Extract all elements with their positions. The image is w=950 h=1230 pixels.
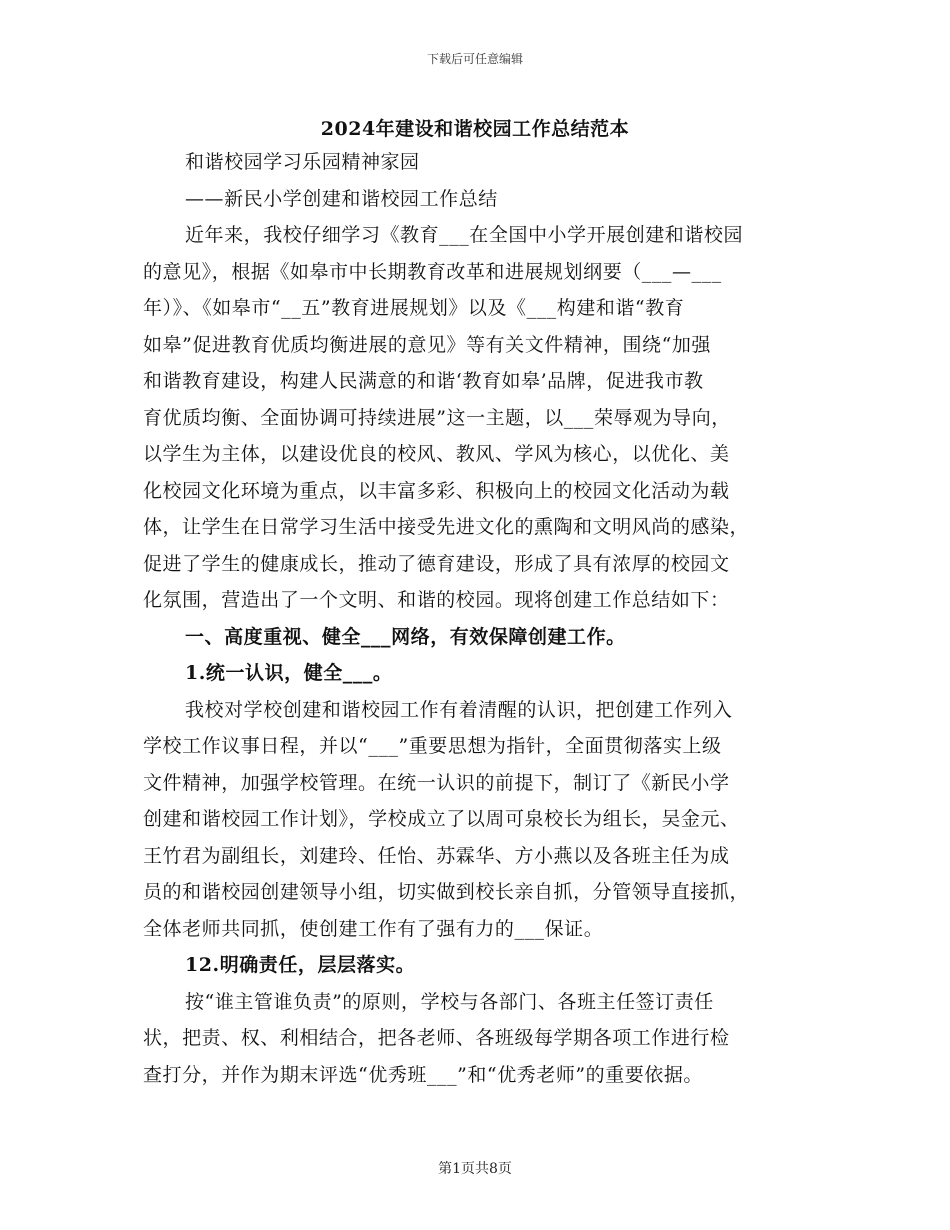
body-text-line: 年）》、《如皋市“__五”教育进展规划》以及《___构建和谐“教育 <box>143 297 685 319</box>
body-text-line: 体，让学生在日常学习生活中接受先进文化的熏陶和文明风尚的感染， <box>143 516 750 538</box>
section-heading-line: 一、高度重视、健全___网络，有效保障创建工作。 <box>185 625 626 648</box>
body-text-line: 化氛围，营造出了一个文明、和谐的校园。现将创建工作总结如下： <box>143 589 730 611</box>
body-text-line: 全体老师共同抓，使创建工作有了强有力的___保证。 <box>143 917 604 940</box>
body-text-line: 按“谁主管谁负责”的原则，学校与各部门、各班主任签订责任 <box>185 990 714 1013</box>
body-text-line: 状，把责、权、利相结合，把各老师、各班级每学期各项工作进行检 <box>143 1027 730 1049</box>
page-header-note: 下载后可任意编辑 <box>426 52 523 66</box>
section-heading-line: 1.统一认识，健全___。 <box>185 662 393 684</box>
body-text-line: 文件精神，加强学校管理。在统一认识的前提下，制订了《新民小学 <box>143 771 730 794</box>
body-text-line: 我校对学校创建和谐校园工作有着清醒的认识，把创建工作列入 <box>185 698 733 721</box>
body-text-line: 育优质均衡、全面协调可持续进展”这一主题，以___荣辱观为导向， <box>143 406 731 429</box>
body-text-line: 以学生为主体，以建设优良的校风、教风、学风为核心，以优化、美 <box>143 443 730 465</box>
document-body <box>143 144 808 1093</box>
body-text-line: ——新民小学创建和谐校园工作总结 <box>185 187 498 210</box>
body-text-line: 学校工作议事日程，并以“___”重要思想为指针，全面贯彻落实上级 <box>143 735 722 757</box>
body-text-line: 和谐校园学习乐园精神家园 <box>185 151 420 173</box>
body-text-line: 和谐教育建设，构建人民满意的和谐‘教育如皋’品牌，促进我市教 <box>143 370 704 392</box>
body-text-line: 化校园文化环境为重点，以丰富多彩、积极向上的校园文化活动为载 <box>143 479 730 502</box>
body-text-line: 创建和谐校园工作计划》，学校成立了以周可泉校长为组长，吴金元、 <box>143 808 740 830</box>
body-text-line: 近年来，我校仔细学习《教育___在全国中小学开展创建和谐校园 <box>185 224 744 246</box>
body-text-line: 促进了学生的健康成长，推动了德育建设，形成了具有浓厚的校园文 <box>143 552 730 575</box>
body-text-line: 员的和谐校园创建领导小组，切实做到校长亲自抓，分管领导直接抓， <box>143 881 750 903</box>
document-title: 2024年建设和谐校园工作总结范本 <box>320 118 630 140</box>
body-text-line: 查打分，并作为期末评选“优秀班___”和“优秀老师”的重要依据。 <box>143 1063 703 1086</box>
section-heading-line: 12.明确责任，层层落实。 <box>185 954 416 976</box>
body-text-line: 如皋”促进教育优质均衡进展的意见》等有关文件精神，围绕“加强 <box>143 333 711 356</box>
body-text-line: 王竹君为副组长，刘建玲、任怡、苏霖华、方小燕以及各班主任为成 <box>143 844 730 867</box>
page-number-footer: 第1页共8页 <box>438 1161 512 1177</box>
body-text-line: 的意见》，根据《如皋市中长期教育改革和进展规划纲要（___—___ <box>143 260 722 283</box>
